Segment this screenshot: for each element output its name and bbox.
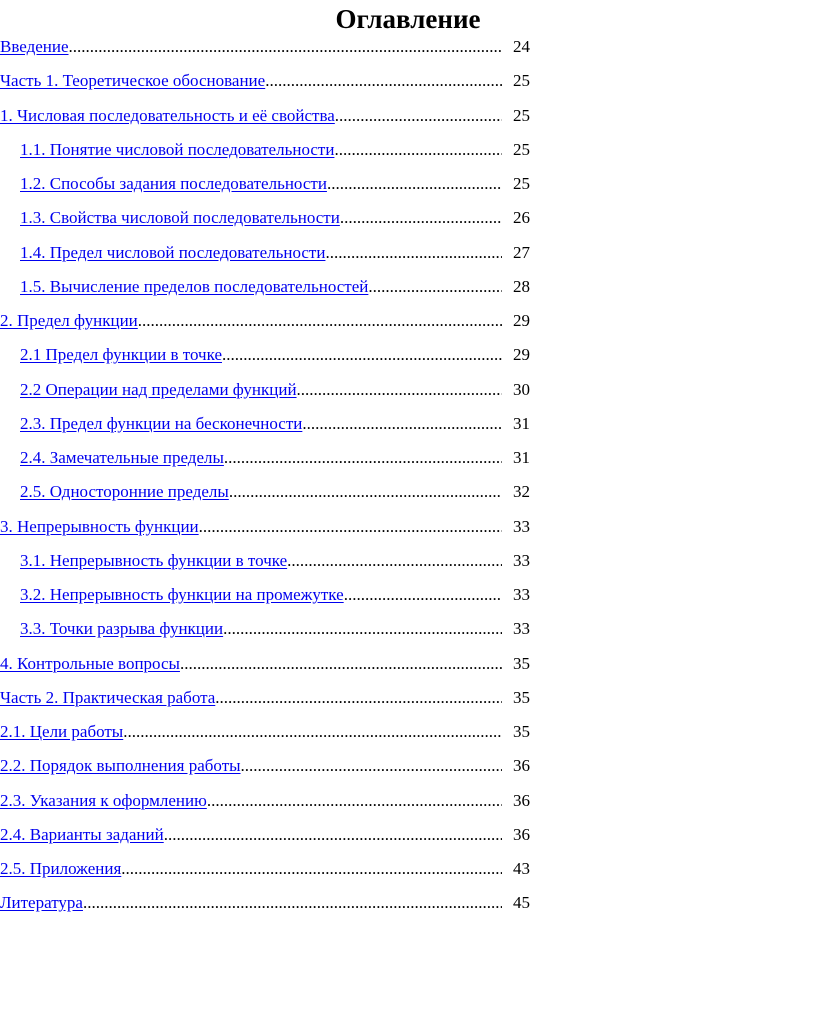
toc-link[interactable]: 2.2 Операции над пределами функций bbox=[20, 379, 297, 399]
toc-entry-2-2 bbox=[0, 373, 530, 407]
toc-page-number: 30 bbox=[513, 379, 530, 399]
toc-page-number: 25 bbox=[513, 105, 530, 125]
toc-link[interactable]: 2. Предел функции bbox=[0, 311, 138, 330]
toc-page-number: 28 bbox=[513, 276, 530, 296]
toc-entry-p2-4 bbox=[0, 818, 530, 852]
dot-leader bbox=[335, 99, 502, 133]
dot-leader bbox=[229, 475, 502, 509]
toc-page-number: 33 bbox=[513, 550, 530, 570]
dot-leader bbox=[223, 612, 502, 646]
dot-leader bbox=[164, 818, 502, 852]
toc-page-number: 36 bbox=[513, 756, 530, 776]
toc-link[interactable]: 2.4. Замечательные пределы bbox=[20, 448, 224, 467]
toc-link[interactable]: 2.1 Предел функции в точке bbox=[20, 345, 222, 365]
toc-link[interactable]: 3.3. Точки разрыва функции bbox=[20, 619, 224, 639]
toc-entry-p2-2 bbox=[0, 749, 530, 783]
toc-link[interactable]: Литература bbox=[0, 893, 83, 913]
toc-link[interactable]: Часть 1. Теоретическое обоснование bbox=[0, 71, 266, 91]
toc-entry-introduction bbox=[0, 30, 530, 64]
toc-link[interactable]: 1.5. Вычисление пределов последовательностей bbox=[20, 276, 369, 296]
dot-leader bbox=[69, 30, 502, 64]
toc-entry-section-1 bbox=[0, 99, 530, 133]
toc-link[interactable]: 1.2. Способы задания последовательности bbox=[20, 174, 327, 193]
toc-entry-part-1 bbox=[0, 64, 530, 98]
toc-entry-part-2 bbox=[0, 681, 530, 715]
dot-leader bbox=[368, 270, 502, 304]
toc-entry-3-1 bbox=[0, 544, 530, 578]
toc-page-number: 27 bbox=[513, 242, 530, 262]
toc-link[interactable]: 2.3. Предел функции на бесконечности bbox=[20, 413, 303, 433]
dot-leader bbox=[340, 201, 502, 235]
toc-entry-p2-1 bbox=[0, 715, 530, 749]
toc-entry-section-3 bbox=[0, 510, 530, 544]
toc-page-number: 33 bbox=[513, 619, 530, 639]
dot-leader bbox=[287, 544, 502, 578]
dot-leader bbox=[222, 338, 502, 372]
toc-link[interactable]: Введение bbox=[0, 37, 69, 56]
dot-leader bbox=[344, 578, 502, 612]
toc-page-number: 25 bbox=[513, 71, 530, 91]
toc-entry-p2-5 bbox=[0, 852, 530, 886]
toc-link[interactable]: 3.2. Непрерывность функции на промежутке bbox=[20, 585, 344, 604]
toc-page-number: 26 bbox=[513, 208, 530, 228]
toc-page-number: 31 bbox=[513, 448, 530, 467]
toc-entry-2-1 bbox=[0, 338, 530, 372]
toc-page-number: 45 bbox=[513, 893, 530, 913]
dot-leader bbox=[83, 886, 502, 920]
toc-entry-2-5 bbox=[0, 475, 530, 509]
toc-page-number: 29 bbox=[513, 345, 530, 365]
toc-link[interactable]: 4. Контрольные вопросы bbox=[0, 653, 180, 673]
dot-leader bbox=[138, 304, 502, 338]
dot-leader bbox=[327, 167, 502, 201]
toc-page-number: 33 bbox=[513, 585, 530, 604]
toc-page-number: 36 bbox=[513, 790, 530, 810]
dot-leader bbox=[215, 681, 502, 715]
toc-link[interactable]: 2.5. Приложения bbox=[0, 859, 122, 878]
table-of-contents bbox=[0, 30, 530, 921]
toc-entry-1-2 bbox=[0, 167, 530, 201]
toc-entry-2-3 bbox=[0, 407, 530, 441]
dot-leader bbox=[334, 133, 502, 167]
dot-leader bbox=[265, 64, 502, 98]
toc-page-number: 29 bbox=[513, 311, 530, 330]
toc-link[interactable]: 3. Непрерывность функции bbox=[0, 516, 199, 536]
toc-entry-2-4 bbox=[0, 441, 530, 475]
dot-leader bbox=[123, 715, 502, 749]
dot-leader bbox=[302, 407, 502, 441]
dot-leader bbox=[199, 510, 502, 544]
toc-link[interactable]: 2.5. Односторонние пределы bbox=[20, 482, 229, 502]
toc-entry-3-3 bbox=[0, 612, 530, 646]
toc-link[interactable]: 2.4. Варианты заданий bbox=[0, 824, 164, 844]
toc-link[interactable]: 1.4. Предел числовой последовательности bbox=[20, 242, 326, 262]
toc-entry-p2-3 bbox=[0, 784, 530, 818]
dot-leader bbox=[297, 373, 502, 407]
toc-link[interactable]: 1. Числовая последовательность и её свойства bbox=[0, 105, 335, 125]
toc-link[interactable]: 1.1. Понятие числовой последовательности bbox=[20, 139, 335, 159]
toc-entry-1-3 bbox=[0, 201, 530, 235]
page-title: Оглавление bbox=[335, 4, 481, 34]
toc-page-number: 25 bbox=[513, 139, 530, 159]
toc-entry-section-2 bbox=[0, 304, 530, 338]
dot-leader bbox=[241, 749, 502, 783]
dot-leader bbox=[121, 852, 502, 886]
toc-page-number: 35 bbox=[513, 722, 530, 741]
toc-entry-3-2 bbox=[0, 578, 530, 612]
toc-entry-literature bbox=[0, 886, 530, 920]
dot-leader bbox=[224, 441, 502, 475]
toc-link[interactable]: Часть 2. Практическая работа bbox=[0, 687, 216, 707]
toc-link[interactable]: 2.1. Цели работы bbox=[0, 722, 124, 741]
toc-entry-1-4 bbox=[0, 236, 530, 270]
toc-link[interactable]: 2.3. Указания к оформлению bbox=[0, 790, 207, 810]
toc-link[interactable]: 3.1. Непрерывность функции в точке bbox=[20, 550, 288, 570]
toc-page-number: 24 bbox=[513, 37, 530, 56]
toc-entry-section-4 bbox=[0, 647, 530, 681]
dot-leader bbox=[180, 647, 502, 681]
toc-page-number: 31 bbox=[513, 413, 530, 433]
dot-leader bbox=[207, 784, 502, 818]
toc-page-number: 32 bbox=[513, 482, 530, 502]
toc-entry-1-5 bbox=[0, 270, 530, 304]
toc-page-number: 36 bbox=[513, 824, 530, 844]
toc-page-number: 33 bbox=[513, 516, 530, 536]
toc-page-number: 25 bbox=[513, 174, 530, 193]
toc-page-number: 43 bbox=[513, 859, 530, 878]
toc-entry-1-1 bbox=[0, 133, 530, 167]
toc-link[interactable]: 1.3. Свойства числовой последовательности bbox=[20, 208, 340, 228]
toc-link[interactable]: 2.2. Порядок выполнения работы bbox=[0, 756, 241, 776]
toc-page-number: 35 bbox=[513, 687, 530, 707]
toc-page-number: 35 bbox=[513, 653, 530, 673]
dot-leader bbox=[325, 236, 502, 270]
